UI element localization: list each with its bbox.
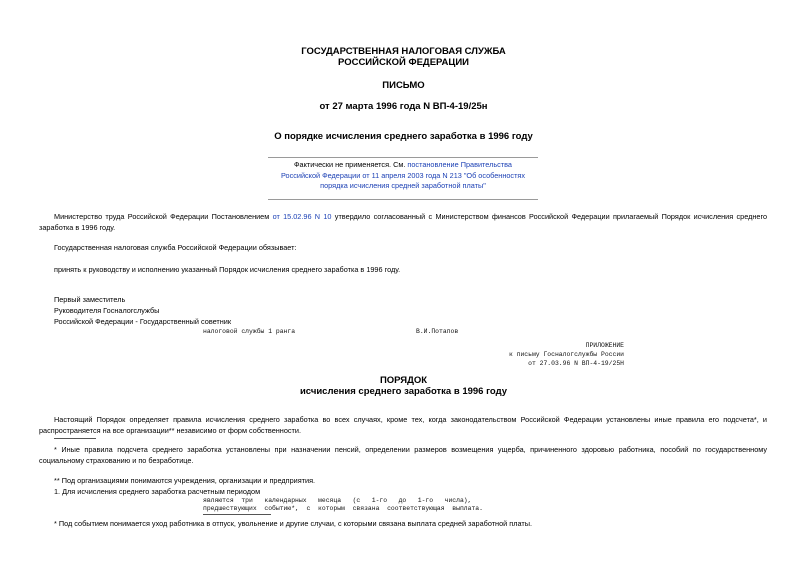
status-note-line1 xyxy=(268,160,538,171)
signature-line-4: налоговой службы 1 ранга xyxy=(203,328,296,335)
procedure-item-1: 1. Для исчисления среднего заработка расчетным периодом xyxy=(54,487,261,496)
doc-date: от 27 марта 1996 года N ВП-4-19/25н xyxy=(319,101,488,112)
doc-subject: О порядке исчисления среднего заработка в 1996 году xyxy=(274,131,533,142)
footnote-3: * Под событием понимается уход работника в отпуск, увольнение и другие случаи, с которыми связана выплата средней заработной платы. xyxy=(54,519,532,528)
procedure-item-1-cont-2: предшествующих событию*, с которым связана соответствующая выплата. xyxy=(203,505,483,512)
resolution-link[interactable]: от 15.02.96 N 10 xyxy=(272,212,332,221)
org-title-line1: ГОСУДАРСТВЕННАЯ НАЛОГОВАЯ СЛУЖБА xyxy=(301,46,506,57)
appendix-subtitle: исчисления среднего заработка в 1996 году xyxy=(299,386,508,397)
doc-type: ПИСЬМО xyxy=(382,80,425,91)
status-note-link-1[interactable]: постановление Правительства xyxy=(407,160,512,169)
body-paragraph-3: принять к руководству и исполнению указанный Порядок исчисления среднего заработка в 1996 году. xyxy=(54,265,401,274)
status-note-bottom-rule xyxy=(268,199,538,200)
footnote-separator xyxy=(54,438,96,439)
procedure-paragraph-1: Настоящий Порядок определяет правила исчисления среднего заработка во всех случаях, кроме тех, когда законодательством Российской Федерации установлены иные правила его подсчета*, и распространяется на все организации** независимо от форм собственности. xyxy=(39,415,767,435)
appendix-title: ПОРЯДОК xyxy=(379,375,428,386)
org-title-line2: РОССИЙСКОЙ ФЕДЕРАЦИИ xyxy=(337,57,469,68)
body-paragraph-2: Государственная налоговая служба Российской Федерации обязывает: xyxy=(54,243,297,252)
appendix-label: ПРИЛОЖЕНИЕ xyxy=(585,342,624,349)
status-note-link-2[interactable]: Российской Федерации от 11 апреля 2003 года N 213 "Об особенностях xyxy=(280,170,526,180)
status-note-prefix: Фактически не применяется. См. xyxy=(293,160,408,169)
signatory-name: В.И.Потапов xyxy=(416,328,459,335)
appendix-ref-1: к письму Госналогслужбы России xyxy=(508,351,624,358)
appendix-ref-2: от 27.03.96 N ВП-4-19/25Н xyxy=(528,360,624,367)
signature-line-2: Руководителя Госналогслужбы xyxy=(54,306,160,315)
status-note xyxy=(268,160,538,192)
footnote-separator-2 xyxy=(203,514,271,515)
status-note-link-3[interactable]: порядка исчисления средней заработной платы" xyxy=(320,181,486,190)
signature-line-1: Первый заместитель xyxy=(54,295,126,304)
signature-line-3: Российской Федерации - Государственный советник xyxy=(54,317,232,326)
status-note-top-rule xyxy=(268,157,538,158)
body-paragraph-1: Министерство труда Российской Федерации Постановлением от 15.02.96 N 10 утвердило согласованный с Министерством финансов Российской Федерации прилагаемый Порядок исчисления среднего заработка в 1996 году. xyxy=(39,212,768,232)
footnote-2: ** Под организациями понимаются учреждения, организации и предприятия. xyxy=(54,476,316,485)
footnote-1: * Иные правила подсчета среднего заработка установлены при назначении пенсий, определении размеров возмещения ущерба, причиненного здоровью работника, пособий по государственному социальному страхованию и по безработице. xyxy=(39,445,767,465)
procedure-item-1-cont-1: являются три календарных месяца (с 1-го до 1-го числа), xyxy=(203,497,472,504)
